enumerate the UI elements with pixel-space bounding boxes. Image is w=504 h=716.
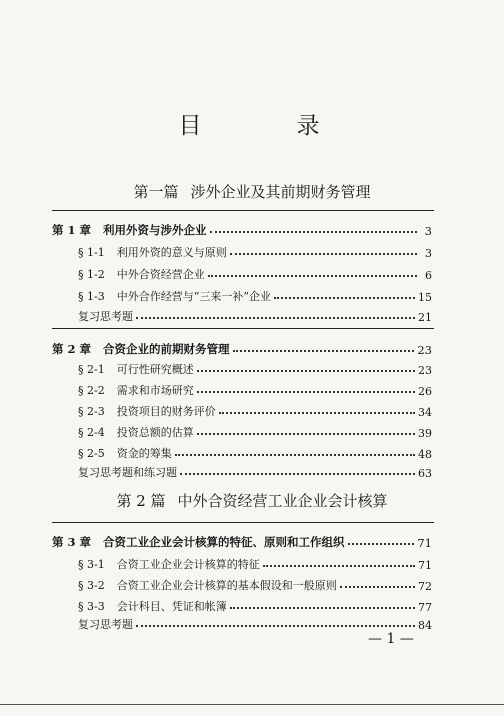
section-number: § 1-2 xyxy=(78,268,105,281)
chapter-title: 利用外资与涉外企业 xyxy=(103,223,207,237)
section-title: 可行性研究概述 xyxy=(116,363,194,376)
section-title: 投资项目的财务评价 xyxy=(116,405,216,418)
section-number: § 3-3 xyxy=(78,600,105,613)
chapter-title: 合资工业企业会计核算的特征、原则和工作组织 xyxy=(103,535,345,549)
leader-dots xyxy=(263,564,415,567)
leader-dots xyxy=(210,230,417,233)
section-number: § 2-4 xyxy=(78,426,105,439)
leader-dots xyxy=(208,274,417,277)
leader-dots xyxy=(230,252,417,255)
page-ref: 71 xyxy=(418,559,432,572)
chapter-number: 第 2 章 xyxy=(52,342,92,356)
leader-dots xyxy=(340,585,415,588)
leader-dots xyxy=(197,369,415,372)
section-title: 复习思考题和练习题 xyxy=(78,466,177,479)
toc-section[interactable] xyxy=(78,357,432,377)
leader-dots xyxy=(233,349,415,352)
section-title: 合资工业企业会计核算的特征 xyxy=(116,558,260,571)
toc-review[interactable] xyxy=(78,460,432,480)
section-title: 需求和市场研究 xyxy=(116,384,194,397)
toc-section[interactable] xyxy=(78,552,432,572)
section-number: § 2-2 xyxy=(78,384,105,397)
page-ref: 63 xyxy=(418,467,432,480)
page-ref: 3 xyxy=(424,224,432,238)
toc-review[interactable] xyxy=(78,304,432,324)
section-number: § 3-2 xyxy=(78,579,105,592)
toc-section[interactable] xyxy=(78,594,432,614)
part-number: 第一篇 xyxy=(133,183,179,201)
toc-section[interactable] xyxy=(78,420,432,440)
page-ref: 48 xyxy=(418,448,432,461)
page-ref: 77 xyxy=(418,601,432,614)
page-ref: 15 xyxy=(418,291,432,304)
leader-dots xyxy=(175,453,415,456)
section-number: § 1-3 xyxy=(78,290,105,303)
part-rule xyxy=(52,210,434,211)
part-number: 第 2 篇 xyxy=(116,492,166,510)
scan-edge-line xyxy=(0,704,504,705)
toc-title: 目 录 xyxy=(178,113,356,139)
section-title: 中外合作经营与“三来一补”企业 xyxy=(116,290,271,303)
chapter-rule xyxy=(52,328,434,329)
toc-section[interactable] xyxy=(78,378,432,398)
leader-dots xyxy=(274,296,415,299)
page-ref: 23 xyxy=(418,364,432,377)
page-number: — 1 — xyxy=(368,631,414,647)
section-number: § 1-1 xyxy=(78,246,105,259)
toc-section[interactable] xyxy=(78,399,432,419)
section-number: § 2-1 xyxy=(78,363,105,376)
part-rule xyxy=(52,522,434,523)
page-ref: 6 xyxy=(425,269,432,282)
section-title: 投资总额的估算 xyxy=(116,426,194,439)
section-title: 会计科目、凭证和帐簿 xyxy=(116,600,227,613)
toc-section[interactable] xyxy=(78,240,432,260)
part-name: 中外合资经营工业企业会计核算 xyxy=(177,492,388,510)
toc-section[interactable] xyxy=(78,284,432,304)
part-name: 涉外企业及其前期财务管理 xyxy=(190,183,371,201)
leader-dots xyxy=(197,432,415,435)
section-title: 资金的筹集 xyxy=(116,447,172,460)
leader-dots xyxy=(197,390,415,393)
section-title: 中外合资经营企业 xyxy=(116,268,205,281)
leader-dots xyxy=(136,316,415,319)
section-number: § 3-1 xyxy=(78,558,105,571)
leader-dots xyxy=(348,542,415,545)
page-ref: 3 xyxy=(425,247,432,260)
page-ref: 34 xyxy=(418,406,432,419)
section-title: 复习思考题 xyxy=(78,618,133,631)
page-ref: 71 xyxy=(417,536,432,550)
leader-dots xyxy=(136,624,415,627)
leader-dots xyxy=(219,411,415,414)
toc-section[interactable] xyxy=(78,262,432,282)
part-title-2 xyxy=(0,490,504,511)
toc-section[interactable] xyxy=(78,573,432,593)
section-title: 利用外资的意义与原则 xyxy=(116,246,227,259)
page-ref: 84 xyxy=(418,619,432,632)
section-title: 合资工业企业会计核算的基本假设和一般原则 xyxy=(116,579,337,592)
page-ref: 26 xyxy=(418,385,432,398)
page-ref: 72 xyxy=(418,580,432,593)
chapter-number: 第 3 章 xyxy=(52,535,92,549)
section-title: 复习思考题 xyxy=(78,310,133,323)
toc-chapter-3[interactable] xyxy=(52,530,432,550)
section-number: § 2-3 xyxy=(78,405,105,418)
chapter-number: 第 1 章 xyxy=(52,223,92,237)
toc-review[interactable] xyxy=(78,612,432,632)
page-ref: 23 xyxy=(417,343,432,357)
chapter-title: 合资企业的前期财务管理 xyxy=(103,342,230,356)
toc-chapter-1[interactable] xyxy=(52,218,432,238)
leader-dots xyxy=(180,472,415,475)
page-ref: 21 xyxy=(418,311,432,324)
leader-dots xyxy=(230,606,415,609)
part-title-1 xyxy=(0,181,504,202)
page-ref: 39 xyxy=(418,427,432,440)
toc-chapter-2[interactable] xyxy=(52,337,432,357)
toc-section[interactable] xyxy=(78,441,432,461)
section-number: § 2-5 xyxy=(78,447,105,460)
